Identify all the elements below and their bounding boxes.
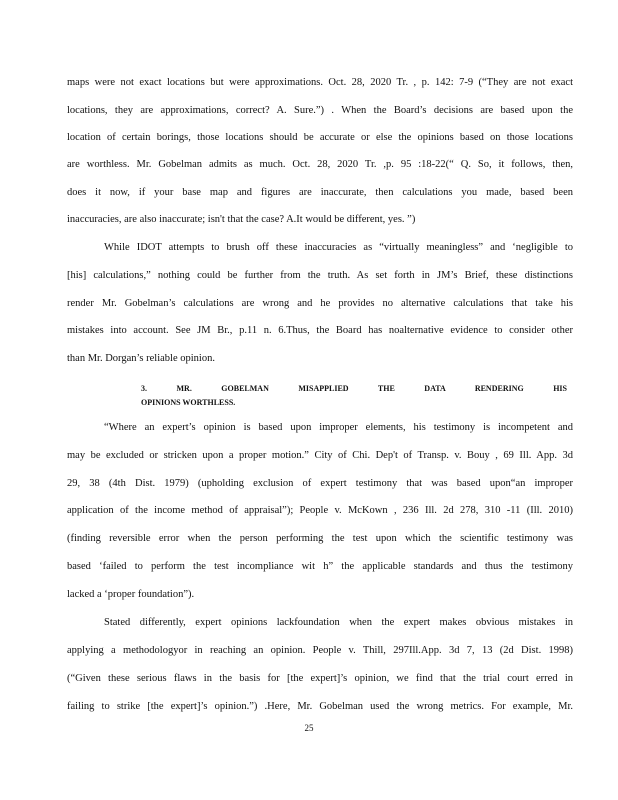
text-line: maps were not exact locations but were approximations. Oct. 28, 2020 Tr. , p. 142: 7-9 (“They are not exact (67, 77, 573, 88)
text-line: While IDOT attempts to brush off these inaccuracies as “virtually meaningless” and ‘negligible to (104, 242, 573, 253)
text-line: does it now, if your base map and figures are inaccurate, then calculations you made, based been (67, 187, 573, 198)
text-line: (“Given these serious flaws in the basis for [the expert]’s opinion, we find that the trial court erred in (67, 673, 573, 684)
text-line: “Where an expert’s opinion is based upon improper elements, his testimony is incompetent and (104, 422, 573, 433)
text-line: lacked a ‘proper foundation”). (67, 589, 195, 600)
text-line: mistakes into account. See JM Br., p.11 n. 6.Thus, the Board has noalternative evidence to consider other (67, 325, 573, 336)
text-line: than Mr. Dorgan’s reliable opinion. (67, 353, 215, 364)
text-line: based ‘failed to perform the test incompliance wit h” the applicable standards and thus the testimony (67, 561, 573, 572)
text-line: may be excluded or stricken upon a proper motion.” City of Chi. Dep't of Transp. v. Bouy , 69 Ill. App. 3d (67, 450, 573, 461)
text-line: failing to strike [the expert]’s opinion.”) .Here, Mr. Gobelman used the wrong metrics. For example, Mr. (67, 701, 573, 712)
text-line: (finding reversible error when the person performing the test upon which the scientific testimony was (67, 533, 573, 544)
text-line: [his] calculations,” nothing could be further from the truth. As set forth in JM’s Brief, these distinctions (67, 270, 573, 281)
text-line: inaccuracies, are also inaccurate; isn't that the case? A.It would be different, yes. ”) (67, 214, 416, 225)
section-heading: OPINIONS WORTHLESS. (141, 398, 236, 407)
text-line: applying a methodologyor in reaching an opinion. People v. Thill, 297Ill.App. 3d 7, 13 (2d Dist. 1998) (67, 645, 573, 656)
page-number: 25 (304, 723, 314, 733)
text-line: 29, 38 (4th Dist. 1979) (upholding exclusion of expert testimony that was based upon“an improper (67, 478, 573, 489)
text-line: render Mr. Gobelman’s calculations are wrong and he provides no alternative calculations that take his (67, 298, 573, 309)
text-line: Stated differently, expert opinions lackfoundation when the expert makes obvious mistakes in (104, 617, 573, 628)
text-line: location of certain borings, those locations should be accurate or else the opinions based on those locations (67, 132, 573, 143)
text-line: are worthless. Mr. Gobelman admits as much. Oct. 28, 2020 Tr. ,p. 95 :18-22(“ Q. So, it follows, then, (67, 159, 573, 170)
text-line: locations, they are approximations, correct? A. Sure.”) . When the Board’s decisions are based upon the (67, 105, 573, 116)
text-line: application of the income method of appraisal”); People v. McKown , 236 Ill. 2d 278, 310 -11 (Ill. 2010) (67, 505, 573, 516)
section-heading: 3. MR. GOBELMAN MISAPPLIED THE DATA RENDERING HIS (141, 384, 567, 393)
